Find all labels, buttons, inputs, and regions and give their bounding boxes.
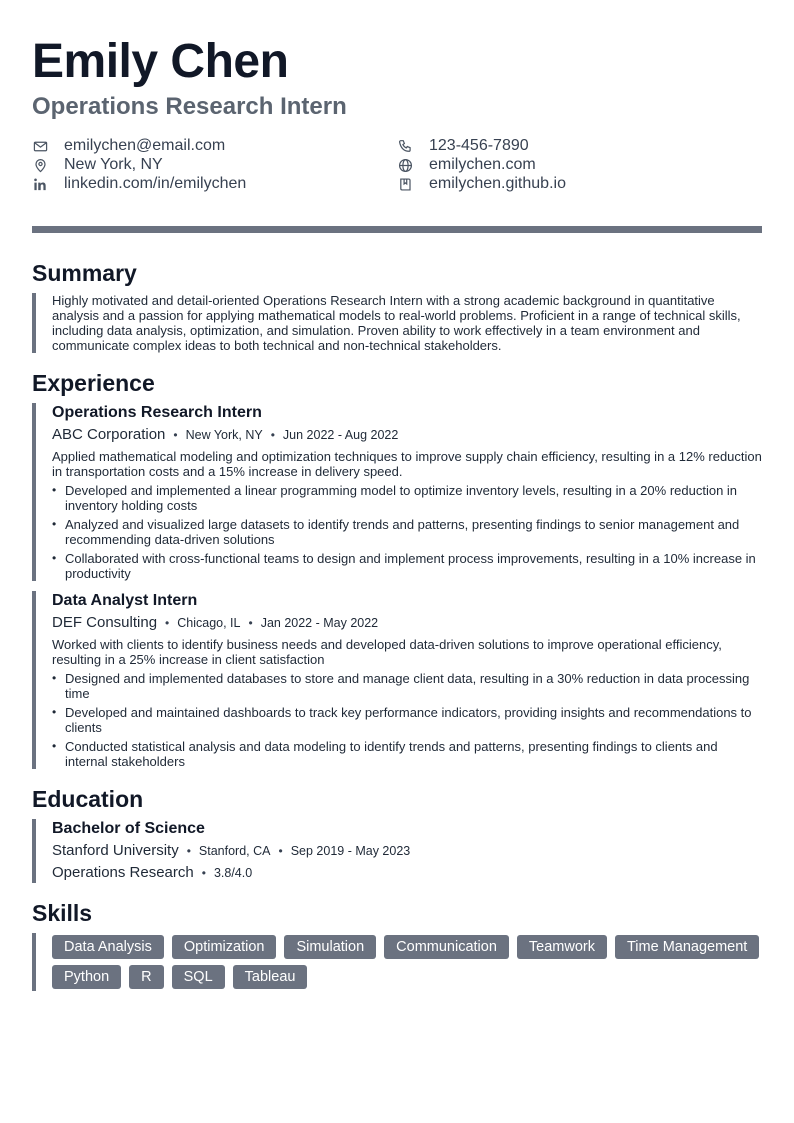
- bullet-item: [52, 739, 762, 769]
- contact-linkedin[interactable]: [32, 175, 397, 193]
- meta-separator: •: [173, 428, 178, 442]
- job-entry-1: [32, 403, 762, 581]
- meta-separator: •: [165, 616, 170, 630]
- skill-tag: Optimization: [172, 935, 277, 959]
- job-entry-2: [32, 591, 762, 769]
- job-company: DEF Consulting: [52, 614, 158, 631]
- education-entry: [32, 819, 762, 883]
- skills-list: [52, 933, 762, 991]
- job-location: Chicago, IL: [177, 616, 241, 630]
- job-dates: Jan 2022 - May 2022: [260, 616, 379, 630]
- job-title: Data Analyst Intern: [52, 592, 198, 609]
- summary-section: [32, 259, 762, 353]
- bullet-text: Collaborated with cross-functional teams to design and implement process improvements, resulting in a 10% increase in productivity: [65, 551, 756, 581]
- skill-tag: SQL: [172, 965, 225, 989]
- linkedin-icon: [32, 176, 48, 192]
- education-heading: Education: [32, 786, 144, 812]
- bullet-item: [52, 517, 762, 547]
- job-bullets: [52, 483, 762, 581]
- bullet-dot: •: [52, 705, 57, 719]
- candidate-title: Operations Research Intern: [32, 93, 347, 120]
- school-name: Stanford University: [52, 842, 179, 859]
- contact-github[interactable]: [397, 175, 762, 193]
- bullet-dot: •: [52, 671, 57, 685]
- location-pin-icon: [32, 157, 48, 173]
- meta-separator: •: [270, 428, 275, 442]
- education-section: [32, 785, 762, 883]
- summary-heading: Summary: [32, 260, 137, 286]
- resume-page: [32, 34, 762, 991]
- contact-list: [32, 137, 762, 193]
- skill-tag: Teamwork: [517, 935, 607, 959]
- contact-website-text: emilychen.com: [429, 156, 536, 173]
- contact-email[interactable]: [32, 137, 397, 155]
- bullet-text: Conducted statistical analysis and data modeling to identify trends and patterns, presenting findings to clients and internal stakeholders: [65, 739, 718, 769]
- meta-separator: •: [248, 616, 253, 630]
- contact-email-text: emilychen@email.com: [64, 137, 226, 154]
- job-meta: [52, 425, 762, 445]
- education-major-row: [52, 863, 762, 883]
- job-title: Operations Research Intern: [52, 404, 262, 421]
- summary-body: [32, 293, 762, 353]
- education-meta: [52, 841, 762, 861]
- contact-website[interactable]: [397, 156, 762, 174]
- skill-tag: Time Management: [615, 935, 759, 959]
- job-description: Worked with clients to identify business needs and developed data-driven solutions to improve operational efficiency, resulting in a 25% increase in client satisfaction: [52, 637, 722, 667]
- skill-tag: Data Analysis: [52, 935, 164, 959]
- school-location: Stanford, CA: [198, 844, 271, 858]
- bullet-text: Developed and maintained dashboards to track key performance indicators, providing insights and recommendations to clients: [65, 705, 752, 735]
- globe-icon: [397, 157, 413, 173]
- major: Operations Research: [52, 864, 194, 881]
- mail-icon: [32, 138, 48, 154]
- skill-tag: Python: [52, 965, 121, 989]
- job-description: Applied mathematical modeling and optimization techniques to improve supply chain efficiency, resulting in a 12% reduction in transportation costs and a 15% increase in delivery speed.: [52, 449, 762, 479]
- job-location: New York, NY: [185, 428, 263, 442]
- skill-tag: R: [129, 965, 163, 989]
- contact-location: [32, 156, 397, 174]
- bullet-text: Analyzed and visualized large datasets to identify trends and patterns, presenting findings to senior management and recommending data-driven solutions: [65, 517, 740, 547]
- bullet-text: Designed and implemented databases to store and manage client data, resulting in a 30% reduction in data processing time: [65, 671, 750, 701]
- bullet-item: [52, 671, 762, 701]
- skill-tag: Simulation: [284, 935, 376, 959]
- meta-separator: •: [186, 844, 191, 858]
- bullet-dot: •: [52, 551, 57, 565]
- skills-section: [32, 899, 762, 991]
- education-dates: Sep 2019 - May 2023: [290, 844, 411, 858]
- contact-github-text: emilychen.github.io: [429, 175, 566, 192]
- bullet-item: [52, 551, 762, 581]
- experience-heading: Experience: [32, 370, 155, 396]
- candidate-name: Emily Chen: [32, 35, 289, 88]
- job-meta: [52, 613, 762, 633]
- summary-text: Highly motivated and detail-oriented Operations Research Intern with a strong academic background in quantitative analysis and a passion for applying mathematical models to real-world problems. Proficient in a range of technical skills, including data analysis, optimization, and simulation. Proven ability to work effectively in a team environment and communicate complex ideas to both technical and non-technical stakeholders.: [52, 293, 741, 353]
- bullet-text: Developed and implemented a linear programming model to optimize inventory levels, resulting in a 20% reduction in inventory holding costs: [65, 483, 738, 513]
- job-dates: Jun 2022 - Aug 2022: [282, 428, 399, 442]
- bullet-item: [52, 705, 762, 735]
- bullet-dot: •: [52, 517, 57, 531]
- job-company: ABC Corporation: [52, 426, 166, 443]
- contact-linkedin-text: linkedin.com/in/emilychen: [64, 175, 247, 192]
- job-bullets: [52, 671, 762, 769]
- github-icon: [397, 176, 413, 192]
- bullet-item: [52, 483, 762, 513]
- skills-body: [32, 933, 762, 991]
- meta-separator: •: [278, 844, 283, 858]
- phone-icon: [397, 138, 413, 154]
- skill-tag: Communication: [384, 935, 509, 959]
- bullet-dot: •: [52, 739, 57, 753]
- experience-section: [32, 369, 762, 769]
- skill-tag: Tableau: [233, 965, 308, 989]
- gpa: 3.8/4.0: [213, 866, 253, 880]
- bullet-dot: •: [52, 483, 57, 497]
- meta-separator: •: [201, 866, 206, 880]
- contact-phone-text: 123-456-7890: [429, 137, 529, 154]
- contact-location-text: New York, NY: [64, 156, 163, 173]
- contact-phone[interactable]: [397, 137, 762, 155]
- degree-title: Bachelor of Science: [52, 820, 205, 837]
- header-divider: [32, 226, 762, 233]
- skills-heading: Skills: [32, 900, 93, 926]
